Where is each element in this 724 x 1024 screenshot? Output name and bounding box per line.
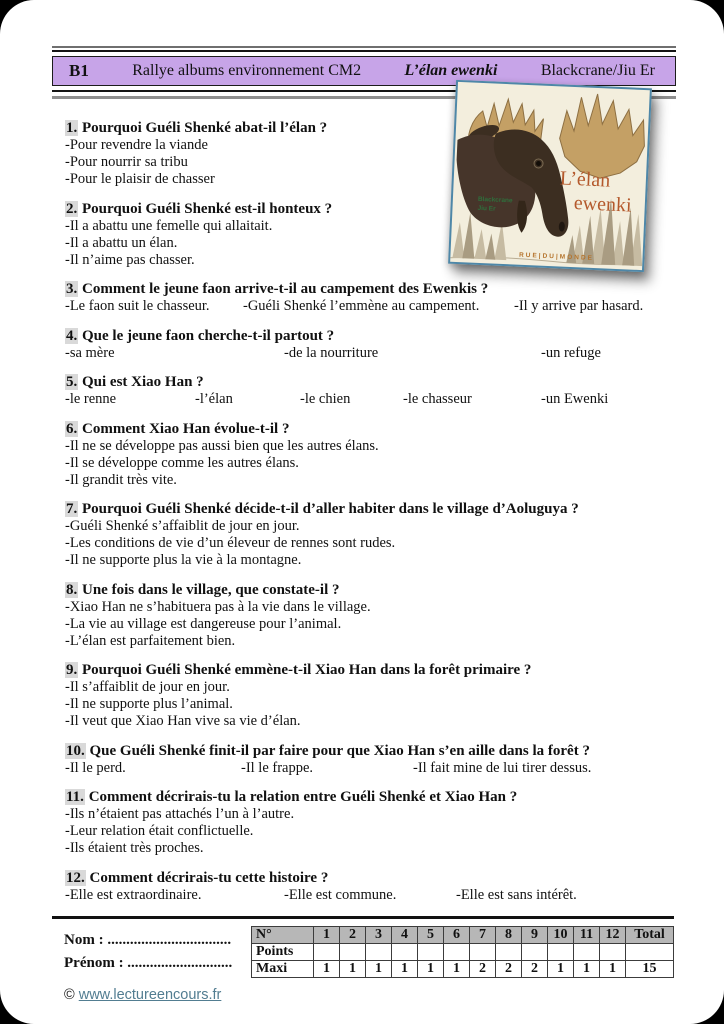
question-title bbox=[65, 870, 674, 887]
score-cell: 15 bbox=[626, 961, 674, 978]
answer-option: -l’élan bbox=[195, 391, 233, 407]
header-rule-top-black bbox=[52, 50, 676, 52]
question-text: Qui est Xiao Han ? bbox=[78, 374, 204, 390]
question-3 bbox=[65, 281, 674, 315]
score-cell: 1 bbox=[574, 961, 600, 978]
bottom-separator-rule bbox=[52, 916, 674, 919]
answer-option: -Il le perd. bbox=[65, 759, 126, 776]
answer-option: -Elle est sans intérêt. bbox=[456, 886, 577, 903]
cover-publisher: RUE|DU|MONDE bbox=[518, 251, 595, 262]
score-cell: 1 bbox=[548, 961, 574, 978]
question-title bbox=[65, 374, 674, 391]
answer-option: -un refuge bbox=[541, 344, 601, 361]
website-link[interactable]: www.lectureencours.fr bbox=[78, 987, 222, 1003]
score-column-header: Total bbox=[626, 927, 674, 944]
score-cell bbox=[340, 944, 366, 961]
score-cell bbox=[314, 944, 340, 961]
question-text: Pourquoi Guéli Shenké emmène-t-il Xiao Han dans la forêt primaire ? bbox=[78, 662, 532, 678]
cover-title bbox=[558, 166, 633, 217]
question-number: 9. bbox=[66, 662, 78, 678]
question-title bbox=[65, 328, 674, 345]
answer-option: -Il a abattu un élan. bbox=[65, 234, 178, 251]
answer-option: -Xiao Han ne s’habituera pas à la vie dans le village. bbox=[65, 598, 371, 615]
question-title bbox=[65, 582, 674, 599]
answer-option: -de la nourriture bbox=[284, 344, 379, 361]
score-cell: 1 bbox=[600, 961, 626, 978]
name-field-label: Nom : ................................. bbox=[64, 932, 232, 948]
score-column-header: 11 bbox=[574, 927, 600, 944]
answer-option: -le renne bbox=[65, 391, 117, 407]
answer-option: -le chien bbox=[300, 391, 351, 407]
score-cell bbox=[626, 944, 674, 961]
credit-line bbox=[52, 987, 674, 1003]
cover-author bbox=[477, 195, 512, 214]
question-number: 10. bbox=[66, 742, 85, 759]
answer-option: -Guéli Shenké l’emmène au campement. bbox=[243, 298, 480, 314]
question-number: 1. bbox=[66, 120, 78, 136]
score-column-header: 2 bbox=[340, 927, 366, 944]
answer-option: -Pour nourrir sa tribu bbox=[65, 154, 188, 170]
answer-option: -Il a abattu une femelle qui allaitait. bbox=[65, 217, 273, 234]
question-title bbox=[65, 662, 674, 679]
question-text: Comment le jeune faon arrive-t-il au campement des Ewenkis ? bbox=[78, 281, 489, 297]
answer-option: -un Ewenki bbox=[541, 391, 609, 407]
score-cell bbox=[392, 944, 418, 961]
score-row-label: Points bbox=[252, 944, 314, 961]
header-band bbox=[52, 56, 676, 86]
score-cell: 1 bbox=[444, 961, 470, 978]
answer-option: -Il ne se développe pas aussi bien que les autres élans. bbox=[65, 437, 379, 454]
score-column-header: 5 bbox=[418, 927, 444, 944]
score-cell: 2 bbox=[496, 961, 522, 978]
answer-options bbox=[65, 298, 674, 315]
book-cover bbox=[448, 80, 652, 272]
score-cell bbox=[470, 944, 496, 961]
question-number: 11. bbox=[66, 789, 84, 805]
question-text: Pourquoi Guéli Shenké abat-il l’élan ? bbox=[78, 120, 328, 136]
question-text: Une fois dans le village, que constate-il ? bbox=[78, 581, 340, 598]
score-cell bbox=[548, 944, 574, 961]
answer-option: -L’élan est parfaitement bien. bbox=[65, 632, 236, 649]
score-cell bbox=[418, 944, 444, 961]
score-column-header: 6 bbox=[444, 927, 470, 944]
score-cell: 1 bbox=[392, 961, 418, 978]
score-column-header: N° bbox=[252, 927, 314, 944]
score-cell bbox=[496, 944, 522, 961]
question-number: 7. bbox=[66, 501, 78, 517]
answer-options bbox=[65, 760, 674, 777]
score-cell bbox=[600, 944, 626, 961]
answer-option: -sa mère bbox=[65, 344, 115, 361]
header-rule-top-gray bbox=[52, 46, 676, 48]
answer-option: -Ils étaient très proches. bbox=[65, 840, 204, 856]
score-row-label: Maxi bbox=[252, 961, 314, 978]
answer-option: -Il ne supporte plus la vie à la montagne. bbox=[65, 552, 302, 568]
question-6 bbox=[65, 421, 674, 489]
score-cell: 1 bbox=[366, 961, 392, 978]
answer-option: -Leur relation était conflictuelle. bbox=[65, 823, 254, 839]
score-cell: 1 bbox=[314, 961, 340, 978]
question-title bbox=[65, 421, 674, 438]
question-7 bbox=[65, 501, 674, 569]
question-12 bbox=[65, 870, 674, 904]
question-text: Pourquoi Guéli Shenké est-il honteux ? bbox=[78, 200, 333, 217]
question-title bbox=[65, 743, 674, 760]
question-text: Pourquoi Guéli Shenké décide-t-il d’aller habiter dans le village d’Aoluguya ? bbox=[78, 501, 579, 517]
question-11 bbox=[65, 789, 674, 857]
answer-options bbox=[65, 806, 674, 857]
answer-option: -Pour revendre la viande bbox=[65, 137, 208, 153]
answer-option: -Le faon suit le chasseur. bbox=[65, 298, 210, 314]
question-5 bbox=[65, 374, 674, 408]
moose-head bbox=[453, 120, 572, 237]
question-4 bbox=[65, 328, 674, 362]
answer-option: -Il y arrive par hasard. bbox=[514, 298, 644, 314]
question-number: 4. bbox=[66, 327, 78, 344]
rally-title: Rallye albums environnement CM2 bbox=[132, 62, 362, 79]
score-cell bbox=[444, 944, 470, 961]
question-title bbox=[65, 501, 674, 518]
answer-option: -Elle est extraordinaire. bbox=[65, 886, 202, 903]
answer-option: -Les conditions de vie d’un éleveur de rennes sont rudes. bbox=[65, 535, 396, 551]
question-10 bbox=[65, 743, 674, 777]
question-text: Comment décrirais-tu cette histoire ? bbox=[85, 869, 329, 886]
answer-option: -le chasseur bbox=[403, 391, 472, 407]
score-table-body bbox=[252, 944, 674, 978]
answer-option: -Elle est commune. bbox=[284, 886, 397, 903]
answer-option: -Il le frappe. bbox=[241, 759, 314, 776]
question-title bbox=[65, 281, 674, 298]
copyright-symbol: © bbox=[64, 987, 75, 1003]
cover-title-line1: L’élan bbox=[559, 167, 611, 192]
answer-option: -Il grandit très vite. bbox=[65, 471, 177, 488]
cover-author-line1: Blackcrane bbox=[477, 195, 513, 205]
score-cell: 2 bbox=[522, 961, 548, 978]
score-cell bbox=[366, 944, 392, 961]
identity-fields bbox=[52, 926, 250, 978]
question-number: 5. bbox=[66, 374, 78, 390]
cover-title-line2: ewenki bbox=[573, 192, 633, 217]
answer-options bbox=[65, 518, 674, 569]
answer-options bbox=[65, 438, 674, 489]
question-number: 2. bbox=[66, 200, 78, 217]
question-text: Que Guéli Shenké finit-il par faire pour que Xiao Han s’en aille dans la forêt ? bbox=[85, 742, 590, 759]
question-text: Comment décrirais-tu la relation entre Guéli Shenké et Xiao Han ? bbox=[84, 789, 518, 805]
score-column-header: 3 bbox=[366, 927, 392, 944]
answer-option: -Guéli Shenké s’affaiblit de jour en jour. bbox=[65, 518, 300, 534]
answer-option: -Il s’affaiblit de jour en jour. bbox=[65, 679, 230, 695]
score-cell bbox=[574, 944, 600, 961]
answer-option: -Il n’aime pas chasser. bbox=[65, 251, 195, 268]
book-authors: Blackcrane/Jiu Er bbox=[540, 62, 655, 79]
question-number: 3. bbox=[66, 281, 78, 297]
book-title: L’élan ewenki bbox=[404, 62, 498, 79]
question-text: Que le jeune faon cherche-t-il partout ? bbox=[78, 327, 335, 344]
question-9 bbox=[65, 662, 674, 730]
score-cell bbox=[522, 944, 548, 961]
score-cell: 2 bbox=[470, 961, 496, 978]
question-title bbox=[65, 789, 674, 806]
answer-option: -Ils n’étaient pas attachés l’un à l’autre. bbox=[65, 806, 295, 822]
question-number: 6. bbox=[66, 420, 78, 437]
answer-options bbox=[65, 345, 674, 362]
score-column-header: 9 bbox=[522, 927, 548, 944]
cover-author-line2: Jiu Er bbox=[477, 204, 496, 213]
firstname-field-label: Prénom : ............................ bbox=[64, 955, 233, 971]
answer-option: -Il fait mine de lui tirer dessus. bbox=[413, 759, 592, 776]
score-column-header: 1 bbox=[314, 927, 340, 944]
answer-options bbox=[65, 599, 674, 650]
question-number: 8. bbox=[66, 581, 78, 598]
score-row bbox=[252, 961, 674, 978]
score-column-header: 8 bbox=[496, 927, 522, 944]
answer-option: -Il veut que Xiao Han vive sa vie d’élan. bbox=[65, 713, 301, 729]
score-column-header: 10 bbox=[548, 927, 574, 944]
answer-options bbox=[65, 679, 674, 730]
score-row bbox=[252, 944, 674, 961]
score-table-header-row bbox=[252, 927, 674, 944]
question-text: Comment Xiao Han évolue-t-il ? bbox=[78, 420, 290, 437]
question-number: 12. bbox=[66, 869, 85, 886]
answer-option: -La vie au village est dangereuse pour l’animal. bbox=[65, 615, 342, 632]
score-table bbox=[251, 926, 674, 978]
score-column-header: 7 bbox=[470, 927, 496, 944]
answer-options bbox=[65, 391, 674, 408]
answer-option: -Il se développe comme les autres élans. bbox=[65, 454, 299, 471]
answer-option: -Pour le plaisir de chasser bbox=[65, 171, 215, 187]
score-column-header: 4 bbox=[392, 927, 418, 944]
question-8 bbox=[65, 582, 674, 650]
rally-code: B1 bbox=[69, 61, 89, 80]
bottom-section bbox=[52, 916, 674, 1003]
answer-option: -Il ne supporte plus l’animal. bbox=[65, 696, 233, 712]
answer-options bbox=[65, 887, 674, 904]
score-cell: 1 bbox=[340, 961, 366, 978]
score-column-header: 12 bbox=[600, 927, 626, 944]
score-cell: 1 bbox=[418, 961, 444, 978]
